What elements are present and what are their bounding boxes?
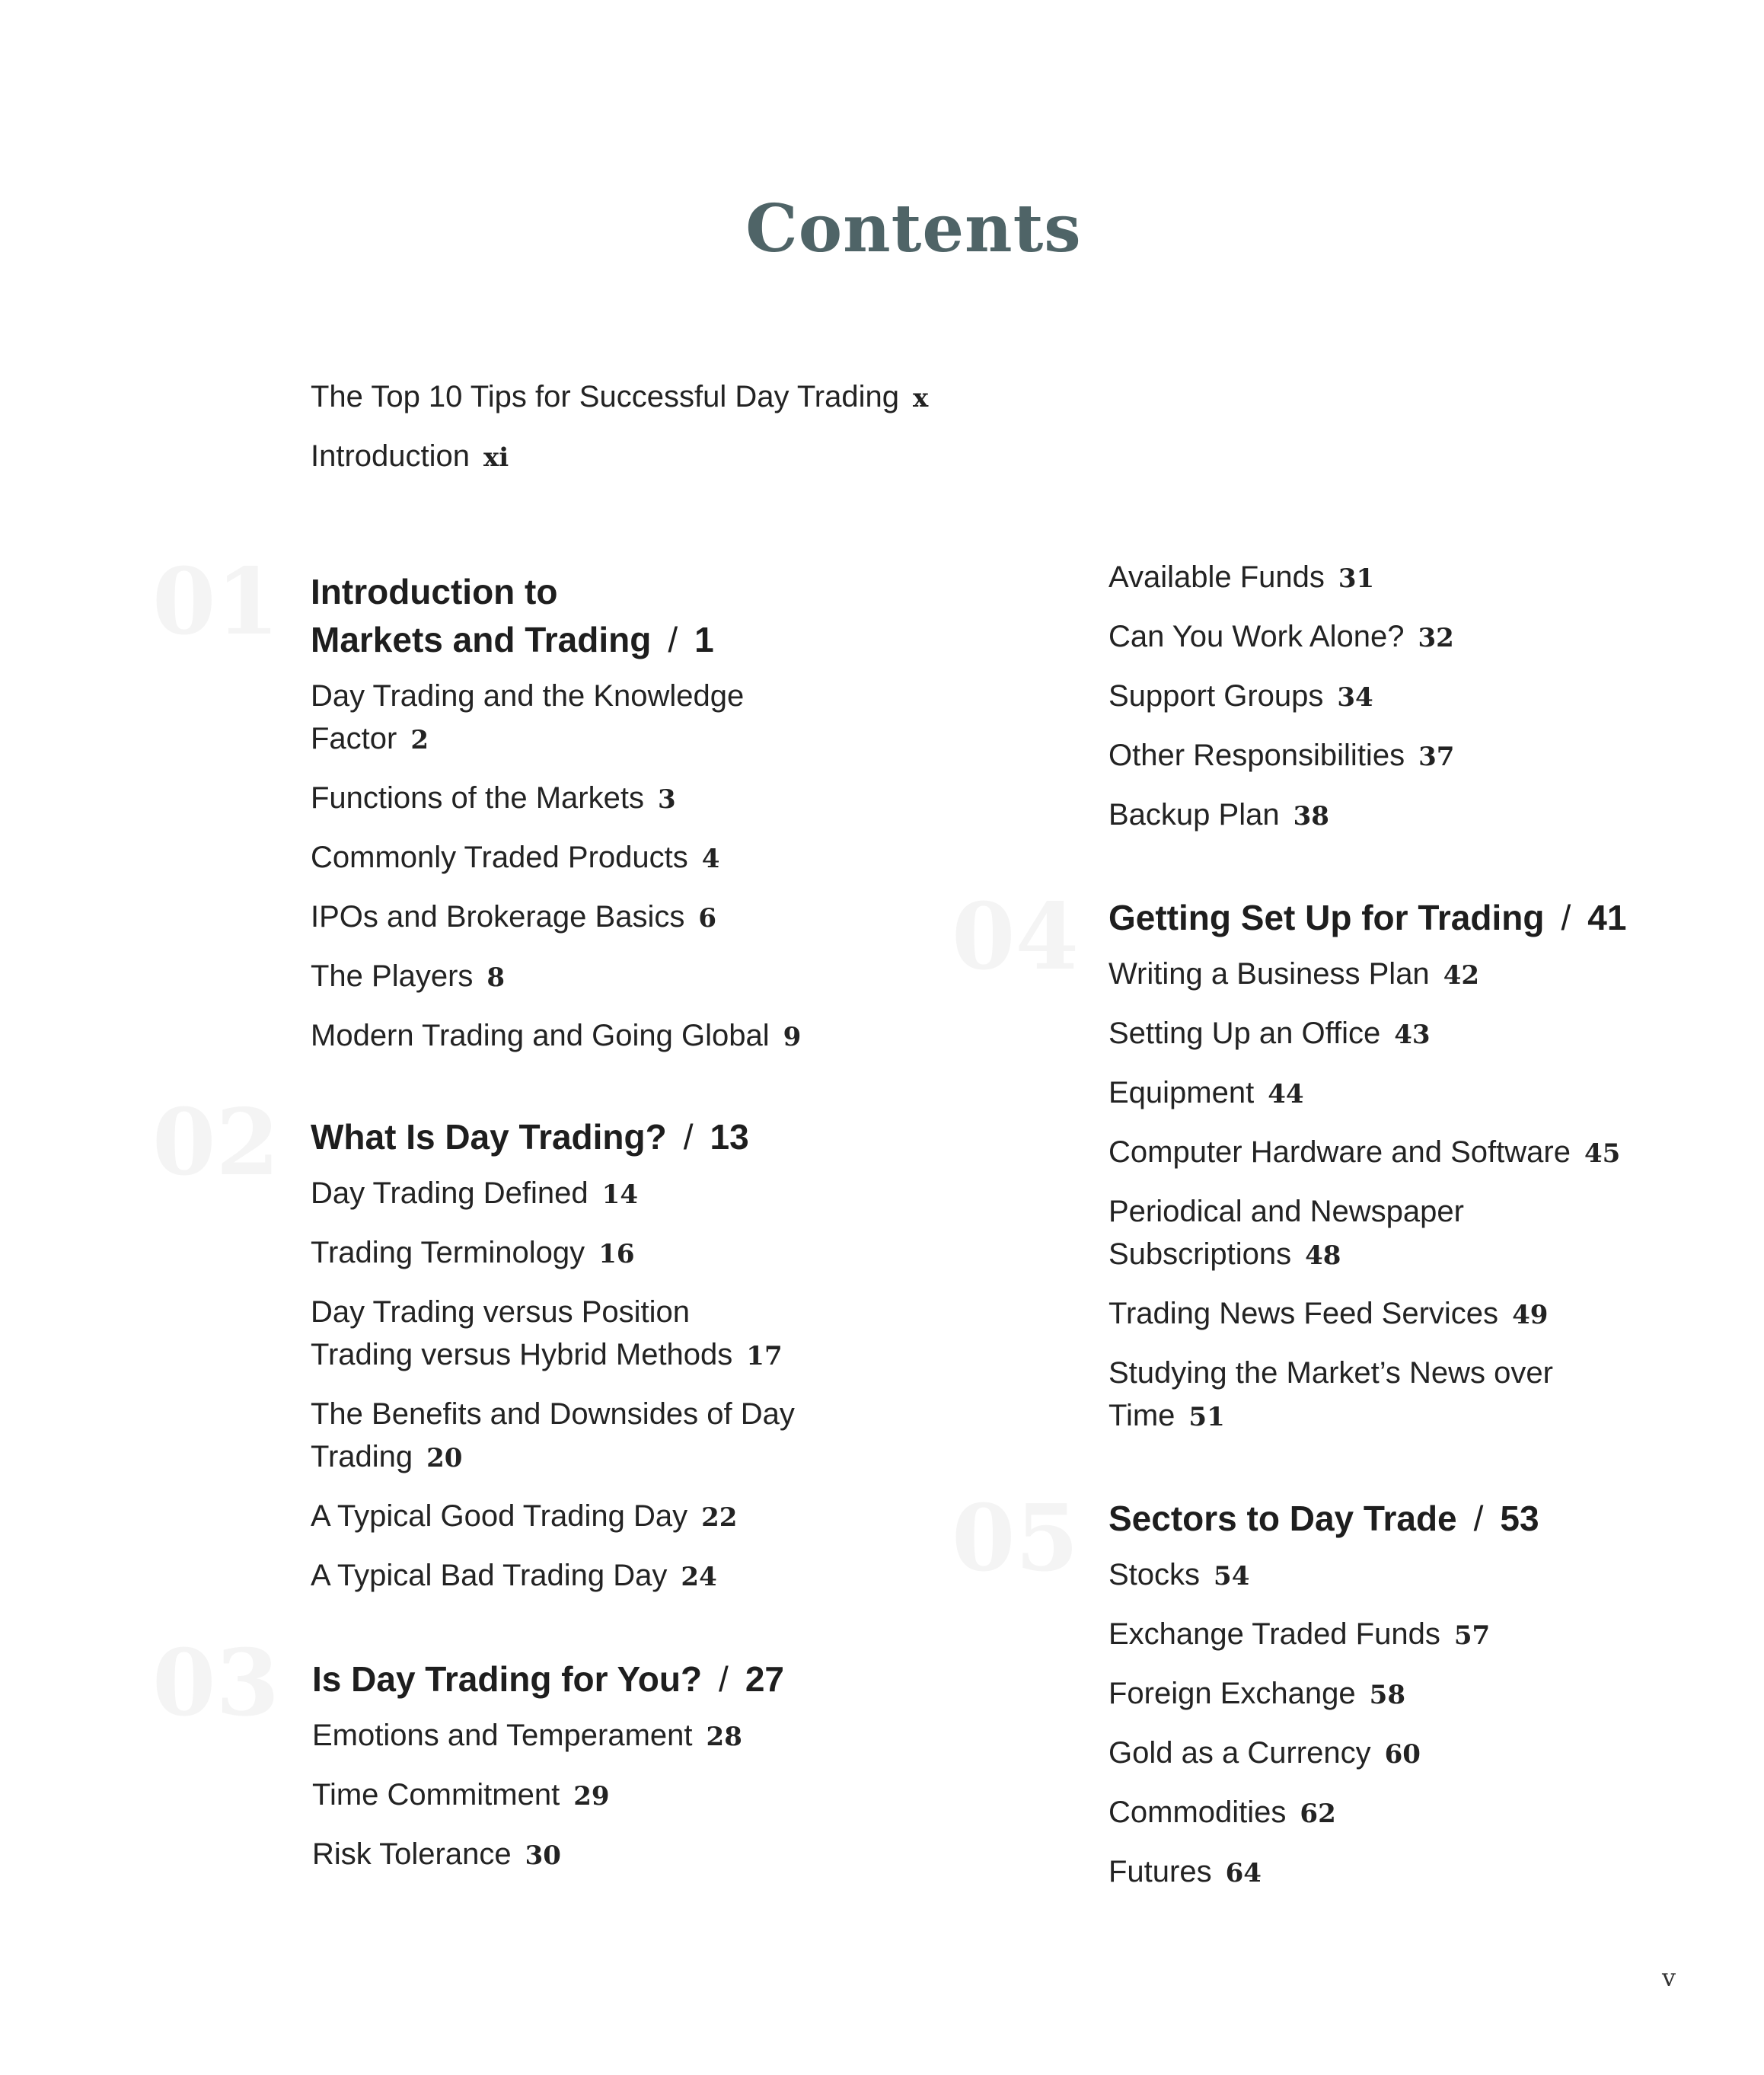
entry-line (311, 955, 801, 999)
entry-title-line: Other Responsibilities (1108, 739, 1405, 772)
entry-page-number: 64 (1225, 1858, 1262, 1888)
chapter-title-line (1108, 894, 1626, 942)
entry-title-line: Can You Work Alone? (1108, 620, 1405, 653)
entry-title-line: The Players (311, 959, 474, 993)
toc-entry (311, 895, 801, 940)
toc-entry (1108, 1352, 1626, 1438)
entry-page-number: 6 (698, 903, 717, 934)
entry-title-line: Time Commitment (312, 1778, 560, 1812)
toc-entry (1108, 1672, 1539, 1716)
toc-entry (312, 1773, 784, 1818)
entry-title-line: Commodities (1108, 1796, 1287, 1829)
entry-line (1108, 793, 1454, 838)
chapter-separator: / (1561, 898, 1571, 937)
entry-page-number: 60 (1384, 1739, 1421, 1770)
toc-entry (311, 1495, 795, 1539)
entry-title-line: Exchange Traded Funds (1108, 1617, 1440, 1651)
entry-line (311, 1172, 795, 1216)
entry-title-line: Emotions and Temperament (312, 1719, 693, 1752)
entry-line (1108, 734, 1454, 778)
chapter-page-number: 1 (694, 620, 714, 659)
entry-line (311, 1333, 795, 1377)
chapter-2-section (311, 1113, 795, 1614)
chapter-separator: / (719, 1659, 729, 1699)
page-title: Contents (745, 190, 1082, 267)
toc-entry (312, 1833, 784, 1877)
toc-entry (1108, 1292, 1626, 1336)
entry-title-line: Writing a Business Plan (1108, 957, 1430, 991)
entry-page-number: 42 (1443, 960, 1480, 991)
toc-entry (311, 955, 801, 999)
entry-line (1108, 1131, 1626, 1175)
chapter-title-line (311, 568, 801, 616)
entry-title-line: Available Funds (1108, 560, 1325, 594)
toc-entry (312, 1714, 784, 1758)
entry-page-number: 8 (486, 962, 506, 993)
entry-line (312, 1833, 784, 1877)
entry-title-line: Stocks (1108, 1558, 1201, 1591)
toc-entry (311, 435, 928, 479)
entry-page-number: 37 (1418, 742, 1455, 772)
chapter-number-watermark: 01 (152, 548, 279, 656)
chapter-page-number: 27 (745, 1659, 784, 1699)
entry-page-number: xi (483, 442, 509, 473)
entry-page-number: 30 (525, 1840, 561, 1871)
entry-title-line: Factor (311, 722, 397, 755)
entry-title-line: Commonly Traded Products (311, 841, 688, 874)
chapter-number-watermark: 04 (952, 883, 1079, 991)
entry-line (312, 1714, 784, 1758)
toc-entry (311, 777, 801, 821)
entry-title-line: A Typical Good Trading Day (311, 1499, 688, 1533)
chapter-title-line (312, 1655, 784, 1703)
entry-title-line: Periodical and Newspaper (1108, 1195, 1464, 1228)
chapter-heading (1108, 894, 1626, 942)
entry-page-number: 45 (1584, 1138, 1621, 1169)
chapter-number-watermark: 05 (952, 1485, 1079, 1592)
entry-page-number: 28 (706, 1722, 742, 1752)
entry-title-line: Backup Plan (1108, 798, 1280, 832)
entry-line (311, 1554, 795, 1598)
entry-title-line: The Top 10 Tips for Successful Day Trading (311, 380, 899, 413)
entry-title-line: Modern Trading and Going Global (311, 1019, 770, 1052)
entry-page-number: 32 (1418, 623, 1454, 653)
chapter-3-continued (1108, 556, 1454, 853)
chapter-heading (1108, 1495, 1539, 1543)
chapter-title-line (311, 1113, 795, 1161)
chapter-page-number: 53 (1500, 1499, 1539, 1538)
entry-title-line: A Typical Bad Trading Day (311, 1559, 668, 1592)
toc-entry (311, 1231, 795, 1275)
entry-title-line: Support Groups (1108, 679, 1324, 713)
entry-line (312, 1773, 784, 1818)
chapter-4-section (1108, 894, 1626, 1454)
toc-entry (311, 1014, 801, 1058)
entry-page-number: 43 (1394, 1020, 1431, 1050)
chapter-title-text: Is Day Trading for You? (312, 1659, 703, 1699)
entry-page-number: 16 (598, 1239, 635, 1269)
toc-entry (311, 1393, 795, 1480)
entry-page-number: 54 (1214, 1561, 1250, 1591)
toc-entry (311, 1172, 795, 1216)
entry-line (1108, 556, 1454, 600)
entry-line (1108, 1732, 1539, 1776)
entry-line (311, 895, 801, 940)
toc-entry (1108, 953, 1626, 997)
entry-line (1108, 1672, 1539, 1716)
entry-line (311, 1231, 795, 1275)
entry-page-number: 31 (1338, 563, 1375, 594)
chapter-1-section (311, 568, 801, 1074)
entry-line (311, 435, 928, 479)
entry-page-number: 20 (426, 1443, 463, 1473)
entry-page-number: 17 (746, 1341, 783, 1371)
chapter-3-section (312, 1655, 784, 1892)
entry-line (1108, 1012, 1626, 1056)
entry-line (311, 717, 801, 761)
entry-line (311, 777, 801, 821)
entry-title-line: Futures (1108, 1855, 1212, 1888)
toc-entry (1108, 1850, 1539, 1895)
entry-page-number: 48 (1305, 1240, 1341, 1271)
chapter-page-number: 41 (1587, 898, 1627, 937)
toc-entry (1108, 615, 1454, 659)
chapter-title-line (311, 616, 801, 664)
toc-entry (1108, 1613, 1539, 1657)
entry-page-number: 2 (410, 725, 429, 755)
entry-title-line: Day Trading and the Knowledge (311, 679, 745, 713)
entry-title-line: Day Trading Defined (311, 1176, 589, 1210)
chapter-separator: / (1473, 1499, 1484, 1538)
entry-page-number: x (913, 383, 929, 413)
toc-entry (1108, 1071, 1626, 1116)
entry-page-number: 62 (1300, 1799, 1336, 1829)
entry-title-line: Functions of the Markets (311, 781, 644, 815)
chapter-title-text: Sectors to Day Trade (1108, 1499, 1457, 1538)
chapter-title-text: Introduction to (311, 572, 558, 611)
toc-entry (1108, 1131, 1626, 1175)
entry-page-number: 29 (573, 1781, 610, 1812)
entry-line (1108, 1233, 1626, 1277)
toc-entry (311, 836, 801, 880)
entry-title-line: Foreign Exchange (1108, 1677, 1356, 1710)
entry-title-line: Risk Tolerance (312, 1837, 512, 1871)
chapter-title-line (1108, 1495, 1539, 1543)
entry-title-line: Subscriptions (1108, 1237, 1292, 1271)
entry-page-number: 51 (1188, 1402, 1225, 1432)
entry-line (1108, 1292, 1626, 1336)
entry-line (1108, 1553, 1539, 1598)
entry-title-line: Day Trading versus Position (311, 1295, 691, 1329)
entry-page-number: 22 (701, 1502, 738, 1533)
entry-page-number: 44 (1268, 1079, 1304, 1109)
entry-line (1108, 1394, 1626, 1438)
entry-page-number: 38 (1293, 801, 1329, 832)
toc-entry (311, 1291, 795, 1377)
chapter-separator: / (683, 1117, 694, 1157)
entry-title-line: Trading versus Hybrid Methods (311, 1338, 733, 1371)
entry-page-number: 24 (681, 1562, 717, 1592)
entry-line (1108, 1850, 1539, 1895)
entry-page-number: 34 (1337, 682, 1373, 713)
entry-title-line: Setting Up an Office (1108, 1017, 1381, 1050)
chapter-heading (312, 1655, 784, 1703)
entry-title-line: The Benefits and Downsides of Day (311, 1397, 795, 1431)
chapter-number-watermark: 03 (152, 1630, 279, 1737)
entry-page-number: 57 (1453, 1620, 1491, 1651)
entry-title-line: Time (1108, 1399, 1175, 1432)
entry-page-number: 4 (701, 844, 720, 874)
entry-line (1108, 1613, 1539, 1657)
chapter-page-number: 13 (710, 1117, 749, 1157)
entry-line (1108, 953, 1626, 997)
entry-line (1108, 615, 1454, 659)
toc-entry (1108, 1791, 1539, 1835)
toc-entry (311, 1554, 795, 1598)
entry-line (311, 836, 801, 880)
entry-line (311, 1495, 795, 1539)
entry-title-line: Introduction (311, 439, 471, 473)
toc-entry (1108, 1190, 1626, 1277)
toc-entry (1108, 793, 1454, 838)
entry-page-number: 3 (657, 784, 676, 815)
chapter-separator: / (668, 620, 678, 659)
toc-entry (1108, 1553, 1539, 1598)
entry-line (1108, 675, 1454, 719)
entry-title-line: Trading (311, 1440, 413, 1473)
chapter-title-text: Markets and Trading (311, 620, 652, 659)
toc-entry (1108, 1012, 1626, 1056)
toc-entry (1108, 1732, 1539, 1776)
entry-title-line: Studying the Market’s News over (1108, 1356, 1553, 1390)
chapter-number-watermark: 02 (152, 1089, 279, 1196)
chapter-title-text: What Is Day Trading? (311, 1117, 667, 1157)
entry-line (311, 1014, 801, 1058)
entry-page-number: 58 (1369, 1680, 1405, 1710)
entry-line (1108, 1791, 1539, 1835)
toc-entry (311, 675, 801, 761)
entry-title-line: Computer Hardware and Software (1108, 1135, 1571, 1169)
chapter-heading (311, 568, 801, 664)
chapter-title-text: Getting Set Up for Trading (1108, 898, 1545, 937)
entry-title-line: Trading News Feed Services (1108, 1297, 1499, 1330)
entry-title-line: Gold as a Currency (1108, 1736, 1371, 1770)
entry-title-line: Trading Terminology (311, 1236, 585, 1269)
toc-entry (311, 375, 928, 420)
front-matter-list (311, 375, 928, 494)
entry-title-line: Equipment (1108, 1076, 1255, 1109)
page-number: v (1662, 1963, 1676, 1992)
toc-entry (1108, 675, 1454, 719)
entry-line (1108, 1071, 1626, 1116)
entry-page-number: 14 (601, 1180, 638, 1210)
entry-page-number: 49 (1512, 1300, 1549, 1330)
entry-line (311, 1435, 795, 1480)
entry-line (311, 375, 928, 420)
chapter-heading (311, 1113, 795, 1161)
entry-page-number: 9 (783, 1022, 802, 1052)
entry-title-line: IPOs and Brokerage Basics (311, 900, 685, 934)
toc-entry (1108, 556, 1454, 600)
chapter-5-section (1108, 1495, 1539, 1910)
toc-entry (1108, 734, 1454, 778)
